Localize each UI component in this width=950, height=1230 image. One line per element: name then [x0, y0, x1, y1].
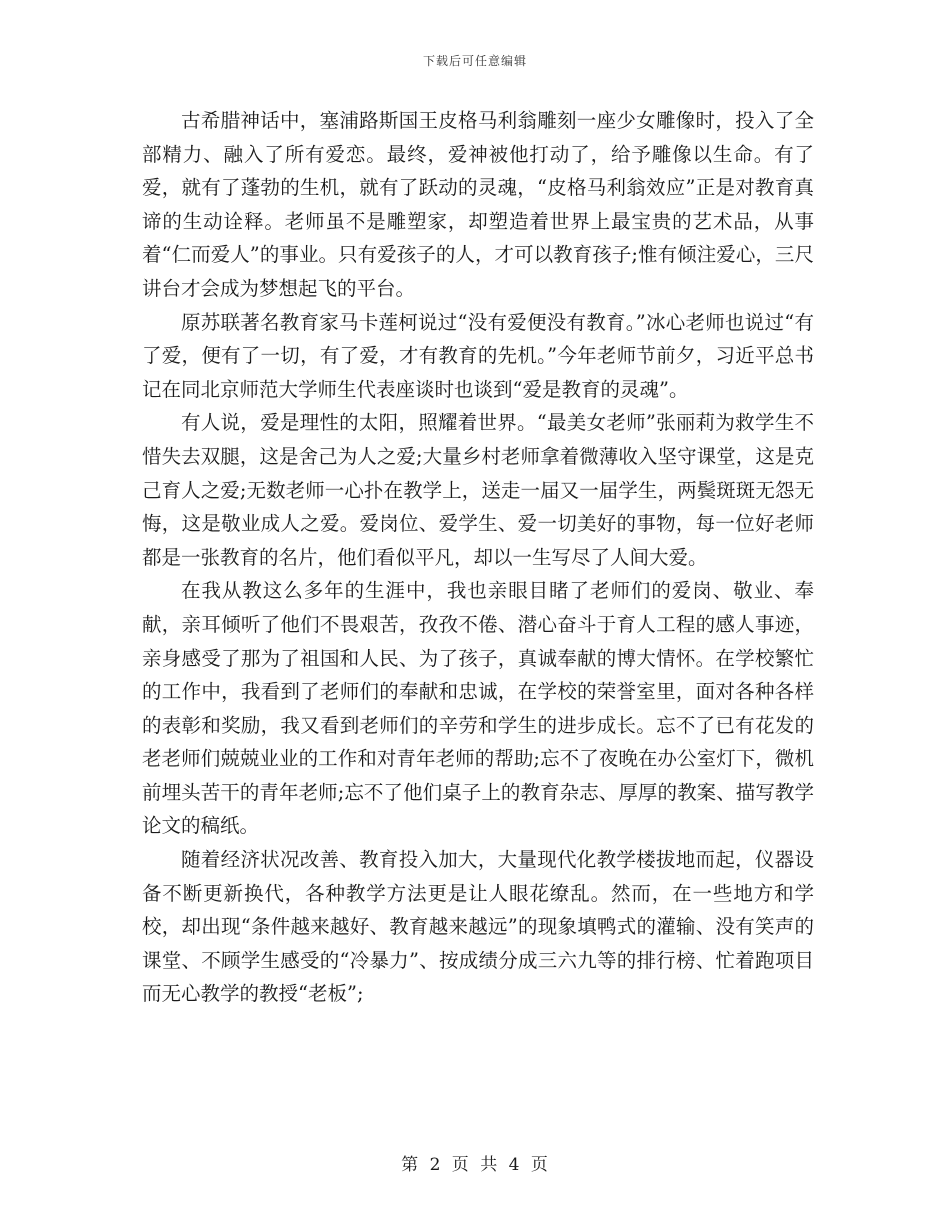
paragraph-4: 在我从教这么多年的生涯中，我也亲眼目睹了老师们的爱岗、敬业、奉献，亲耳倾听了他们不畏艰苦，孜孜不倦、潜心奋斗于育人工程的感人事迹，亲身感受了那为了祖国和人民、为了孩子，真诚奉献的博大情怀。在学校繁忙的工作中，我看到了老师们的奉献和忠诚，在学校的荣誉室里，面对各种各样的表彰和奖励，我又看到老师们的辛劳和学生的进步成长。忘不了已有花发的老老师们兢兢业业的工作和对青年老师的帮助;忘不了夜晚在办公室灯下，微机前埋头苦干的青年老师;忘不了他们桌子上的教育杂志、厚厚的教案、描写教学论文的稿纸。 [142, 579, 814, 838]
document-body [142, 104, 814, 1011]
paragraph-3: 有人说，爱是理性的太阳，照耀着世界。“最美女老师”张丽莉为救学生不惜失去双腿，这是舍己为人之爱;大量乡村老师拿着微薄收入坚守课堂，这是克己育人之爱;无数老师一心扑在教学上，送走一届又一届学生，两鬓斑斑无怨无悔，这是敬业成人之爱。爱岗位、爱学生、爱一切美好的事物，每一位好老师都是一张教育的名片，他们看似平凡，却以一生写尽了人间大爱。 [142, 411, 814, 569]
page-header: 下载后可任意编辑 [422, 54, 527, 68]
page-footer [0, 1150, 950, 1175]
paragraph-1: 古希腊神话中，塞浦路斯国王皮格马利翁雕刻一座少女雕像时，投入了全部精力、融入了所有爱恋。最终，爱神被他打动了，给予雕像以生命。有了爱，就有了蓬勃的生机，就有了跃动的灵魂，“皮格马利翁效应”正是对教育真谛的生动诠释。老师虽不是雕塑家，却塑造着世界上最宝贵的艺术品，从事着“仁而爱人”的事业。只有爱孩子的人，才可以教育孩子;惟有倾注爱心，三尺讲台才会成为梦想起飞的平台。 [142, 109, 814, 300]
paragraph-2: 原苏联著名教育家马卡莲柯说过“没有爱便没有教育。”冰心老师也说过“有了爱，便有了一切，有了爱，才有教育的先机。”今年老师节前夕，习近平总书记在同北京师范大学师生代表座谈时也谈到“爱是教育的灵魂”。 [142, 310, 814, 401]
footer-suffix: 页 [530, 1155, 549, 1175]
footer-total-word: 共 [480, 1155, 499, 1175]
footer-current-page: 2 [429, 1155, 442, 1175]
footer-page-word: 页 [451, 1155, 470, 1175]
footer-total-pages: 4 [508, 1155, 521, 1175]
footer-prefix: 第 [401, 1155, 420, 1175]
paragraph-5: 随着经济状况改善、教育投入加大，大量现代化教学楼拔地而起，仪器设备不断更新换代，各种教学方法更是让人眼花缭乱。然而，在一些地方和学校，却出现“条件越来越好、教育越来越远”的现象填鸭式的灌输、没有笑声的课堂、不顾学生感受的“冷暴力”、按成绩分成三六九等的排行榜、忙着跑项目而无心教学的教授“老板”; [142, 848, 814, 1006]
